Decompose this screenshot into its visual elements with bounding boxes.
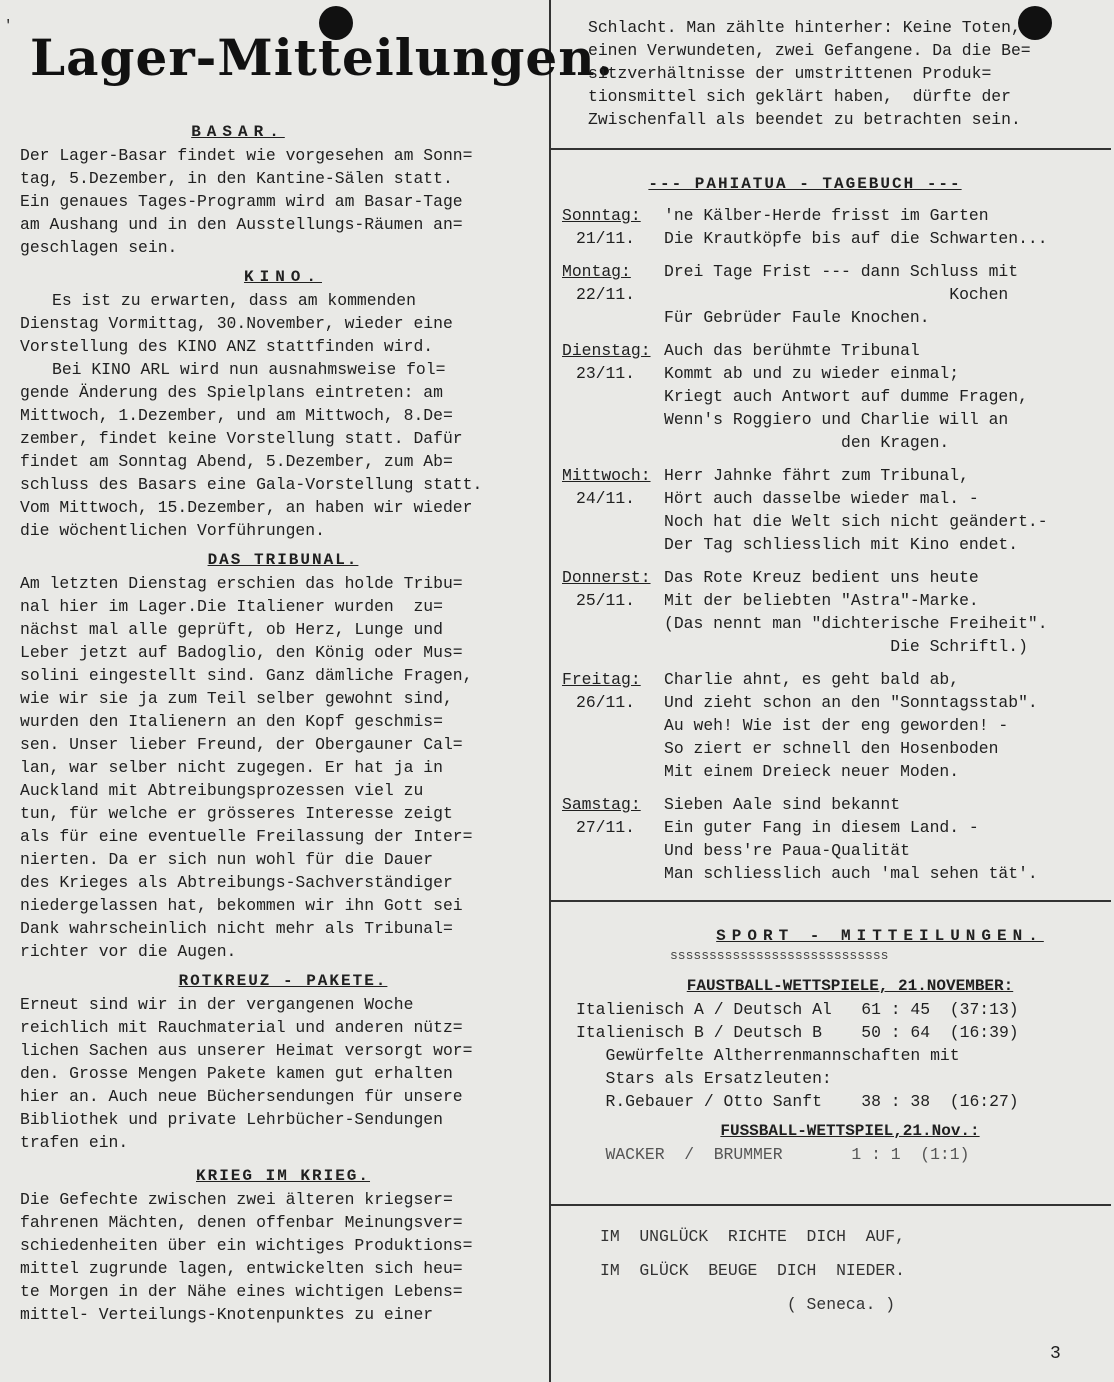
text-line: sitzverhältnisse der umstrittenen Produk=	[588, 64, 992, 83]
verse-line: Die Schriftl.)	[664, 637, 1028, 656]
diary-weekday: Freitag:	[562, 670, 641, 689]
diary-date: 27/11.	[576, 818, 636, 837]
page-number: 3	[1050, 1344, 1061, 1364]
diary-weekday: Montag:	[562, 262, 631, 281]
verse-line: Charlie ahnt, es geht bald ab,	[664, 670, 960, 689]
score-line: R.Gebauer / Otto Sanft 38 : 38 (16:27)	[576, 1092, 1019, 1111]
verse-line: Für Gebrüder Faule Knochen.	[664, 308, 930, 327]
text-line: Am letzten Dienstag erschien das holde Tribu=	[20, 574, 463, 593]
verse-line: Der Tag schliesslich mit Kino endet.	[664, 535, 1019, 554]
text-line: Dank wahrscheinlich nicht mehr als Tribunal=	[20, 919, 453, 938]
text-line: schluss des Basars eine Gala-Vorstellung statt.	[20, 475, 483, 494]
text-line: trafen ein.	[20, 1133, 129, 1152]
verse-line: Kochen	[664, 285, 1009, 304]
motto-source: ( Seneca. )	[600, 1295, 896, 1314]
text-line: nierten. Da er sich nun wohl für die Dauer	[20, 850, 434, 869]
diary-entry	[560, 339, 1110, 454]
diary-date: 21/11.	[576, 229, 636, 248]
text-line: wurden den Italienern an den Kopf geschmis=	[20, 712, 443, 731]
verse-line: (Das nennt man "dichterische Freiheit".	[664, 614, 1048, 633]
text-line: findet am Sonntag Abend, 5.Dezember, zum Ab=	[20, 452, 453, 471]
section-heading: KINO.	[243, 268, 322, 286]
text-line: Vom Mittwoch, 15.Dezember, an haben wir wieder	[20, 498, 473, 517]
text-line: tag, 5.Dezember, in den Kantine-Sälen statt.	[20, 169, 453, 188]
faustball-heading: FAUSTBALL-WETTSPIELE, 21.NOVEMBER:	[686, 977, 1014, 995]
text-line: die wöchentlichen Vorführungen.	[20, 521, 325, 540]
diary-entry	[560, 566, 1110, 658]
verse-line: Mit der beliebten "Astra"-Marke.	[664, 591, 979, 610]
diary-weekday: Dienstag:	[562, 341, 651, 360]
verse-line: Kommt ab und zu wieder einmal;	[664, 364, 960, 383]
score-line: Italienisch A / Deutsch Al 61 : 45 (37:13)	[576, 1000, 1019, 1019]
text-line: lichen Sachen aus unserer Heimat versorgt wor=	[20, 1041, 473, 1060]
diary-date: 22/11.	[576, 285, 636, 304]
diary-entry	[560, 668, 1110, 783]
verse-line: Wenn's Roggiero und Charlie will an	[664, 410, 1009, 429]
tribunal-section	[20, 548, 546, 963]
diary-day	[562, 668, 658, 714]
text-line: hier an. Auch neue Büchersendungen für unsere	[20, 1087, 463, 1106]
verse-line: Die Krautköpfe bis auf die Schwarten...	[664, 229, 1048, 248]
text-line: te Morgen in der Nähe eines wichtigen Lebens=	[20, 1282, 463, 1301]
basar-section	[20, 120, 546, 259]
text-line: nächst mal alle geprüft, ob Herz, Lunge und	[20, 620, 443, 639]
text-line: Leber jetzt auf Badoglio, den König oder Mus=	[20, 643, 463, 662]
motto-section	[560, 1220, 1110, 1322]
text-line: wie wir sie ja zum Teil selber gewohnt sind,	[20, 689, 453, 708]
text-line: einen Verwundeten, zwei Gefangene. Da die Be=	[588, 41, 1031, 60]
diary-entry	[560, 204, 1110, 250]
text-line: geschlagen sein.	[20, 238, 178, 257]
text-line: des Krieges als Abtreibungs-Sachverständiger	[20, 873, 453, 892]
text-line: reichlich mit Rauchmaterial und anderen nütz=	[20, 1018, 463, 1037]
verse-line: Noch hat die Welt sich nicht geändert.-	[664, 512, 1048, 531]
diary-entry	[560, 464, 1110, 556]
text-line: niedergelassen hat, bekommen wir ihn Gott sei	[20, 896, 463, 915]
text-line: Zwischenfall als beendet zu betrachten sein.	[588, 110, 1021, 129]
rotkreuz-section	[20, 969, 546, 1154]
verse-line: Auch das berühmte Tribunal	[664, 341, 920, 360]
text-line: nal hier im Lager.Die Italiener wurden zu=	[20, 597, 443, 616]
diary-weekday: Donnerst:	[562, 568, 651, 587]
sport-section	[560, 924, 1110, 1166]
text-line: Ein genaues Tages-Programm wird am Basar-Tage	[20, 192, 463, 211]
section-heading: KRIEG IM KRIEG.	[195, 1167, 371, 1185]
krieg-section	[20, 1164, 546, 1326]
diary-day	[562, 793, 658, 839]
diary-day	[562, 260, 658, 306]
left-column	[20, 120, 546, 1326]
verse-line: So ziert er schnell den Hosenboden	[664, 739, 999, 758]
verse-line: Ein guter Fang in diesem Land. -	[664, 818, 979, 837]
text-line: tun, für welche er grösseres Interesse zeigt	[20, 804, 453, 823]
section-heading: SPORT - MITTEILUNGEN.	[716, 927, 1044, 945]
margin-mark: '	[4, 18, 13, 34]
masthead-title: Lager-Mitteilungen.	[30, 28, 614, 87]
score-line: Gewürfelte Altherrenmannschaften mit	[576, 1046, 960, 1065]
diary-entry	[560, 260, 1110, 329]
diary-weekday: Samstag:	[562, 795, 641, 814]
text-line: tionsmittel sich geklärt haben, dürfte der	[588, 87, 1011, 106]
text-line: sen. Unser lieber Freund, der Obergauner Cal=	[20, 735, 463, 754]
verse-line: Und zieht schon an den "Sonntagsstab".	[664, 693, 1038, 712]
verse-line: Au weh! Wie ist der eng geworden! -	[664, 716, 1009, 735]
verse-line: Das Rote Kreuz bedient uns heute	[664, 568, 979, 587]
diary-date: 23/11.	[576, 364, 636, 383]
verse-line: Herr Jahnke fährt zum Tribunal,	[664, 466, 969, 485]
text-line: als für eine eventuelle Freilassung der Inter=	[20, 827, 473, 846]
text-line: schiedenheiten über ein wichtiges Produktions=	[20, 1236, 473, 1255]
diary-weekday: Mittwoch:	[562, 466, 651, 485]
verse-line: Drei Tage Frist --- dann Schluss mit	[664, 262, 1019, 281]
diary-date: 24/11.	[576, 489, 636, 508]
section-heading: --- PAHIATUA - TAGEBUCH ---	[648, 175, 962, 193]
text-line: Der Lager-Basar findet wie vorgesehen am Sonn=	[20, 146, 473, 165]
verse-line: Kriegt auch Antwort auf dumme Fragen,	[664, 387, 1028, 406]
score-line: Stars als Ersatzleuten:	[576, 1069, 832, 1088]
diary-date: 26/11.	[576, 693, 636, 712]
section-heading: BASAR.	[191, 123, 285, 141]
fussball-heading: FUSSBALL-WETTSPIEL,21.Nov.:	[720, 1122, 980, 1140]
verse-line: Hört auch dasselbe wieder mal. -	[664, 489, 979, 508]
text-line: Bibliothek und private Lehrbücher-Sendungen	[20, 1110, 443, 1129]
text-line: Es ist zu erwarten, dass am kommenden	[52, 291, 416, 310]
text-line: Erneut sind wir in der vergangenen Woche	[20, 995, 414, 1014]
text-line: zember, findet keine Vorstellung statt. Dafür	[20, 429, 463, 448]
text-line: mittel- Verteilungs-Knotenpunktes zu einer	[20, 1305, 434, 1324]
text-line: Schlacht. Man zählte hinterher: Keine Toten,	[588, 18, 1021, 37]
motto-line: IM GLÜCK BEUGE DICH NIEDER.	[600, 1261, 905, 1280]
text-line: den. Grosse Mengen Pakete kamen gut erhalten	[20, 1064, 453, 1083]
section-heading: ROTKREUZ - PAKETE.	[178, 972, 388, 990]
verse-line: Und bess're Paua-Qualität	[664, 841, 910, 860]
diary-section	[560, 172, 1110, 885]
text-line: am Aushang und in den Ausstellungs-Räumen an=	[20, 215, 463, 234]
text-line: richter vor die Augen.	[20, 942, 237, 961]
verse-line: den Kragen.	[664, 433, 950, 452]
section-rule	[551, 900, 1111, 902]
diary-day	[562, 464, 658, 510]
text-line: Mittwoch, 1.Dezember, und am Mittwoch, 8.De=	[20, 406, 453, 425]
verse-line: Sieben Aale sind bekannt	[664, 795, 901, 814]
text-line: fahrenen Mächten, denen offenbar Meinungsver=	[20, 1213, 463, 1232]
section-heading: DAS TRIBUNAL.	[207, 551, 359, 569]
motto-line: IM UNGLÜCK RICHTE DICH AUF,	[600, 1227, 905, 1246]
kino-section	[20, 265, 546, 542]
text-line: gende Änderung des Spielplans eintreten: am	[20, 383, 443, 402]
diary-date: 25/11.	[576, 591, 636, 610]
column-divider	[549, 0, 551, 1382]
text-line: mittel zugrunde lagen, entwickelten sich heu=	[20, 1259, 463, 1278]
diary-entry	[560, 793, 1110, 885]
verse-line: Man schliesslich auch 'mal sehen tät'.	[664, 864, 1038, 883]
verse-line: Mit einem Dreieck neuer Moden.	[664, 762, 960, 781]
text-line: Vorstellung des KINO ANZ stattfinden wird.	[20, 337, 434, 356]
score-line: Italienisch B / Deutsch B 50 : 64 (16:39)	[576, 1023, 1019, 1042]
diary-day	[562, 339, 658, 385]
section-rule	[551, 1204, 1111, 1206]
verse-line: 'ne Kälber-Herde frisst im Garten	[664, 206, 989, 225]
section-rule	[551, 148, 1111, 150]
score-line: WACKER / BRUMMER 1 : 1 (1:1)	[576, 1145, 970, 1164]
diary-day	[562, 204, 658, 250]
text-line: solini eingestellt sind. Ganz dämliche Fragen,	[20, 666, 473, 685]
text-line: Bei KINO ARL wird nun ausnahmsweise fol=	[52, 360, 446, 379]
diary-weekday: Sonntag:	[562, 206, 641, 225]
krieg-continued	[588, 16, 1031, 131]
text-line: Auckland mit Abtreibungsprozessen viel zu	[20, 781, 424, 800]
heading-rule: ssssssssssssssssssssssssssss	[670, 948, 889, 963]
text-line: Dienstag Vormittag, 30.November, wieder eine	[20, 314, 453, 333]
text-line: Die Gefechte zwischen zwei älteren kriegser=	[20, 1190, 453, 1209]
text-line: lan, war selber nicht zugegen. Er hat ja in	[20, 758, 443, 777]
diary-day	[562, 566, 658, 612]
